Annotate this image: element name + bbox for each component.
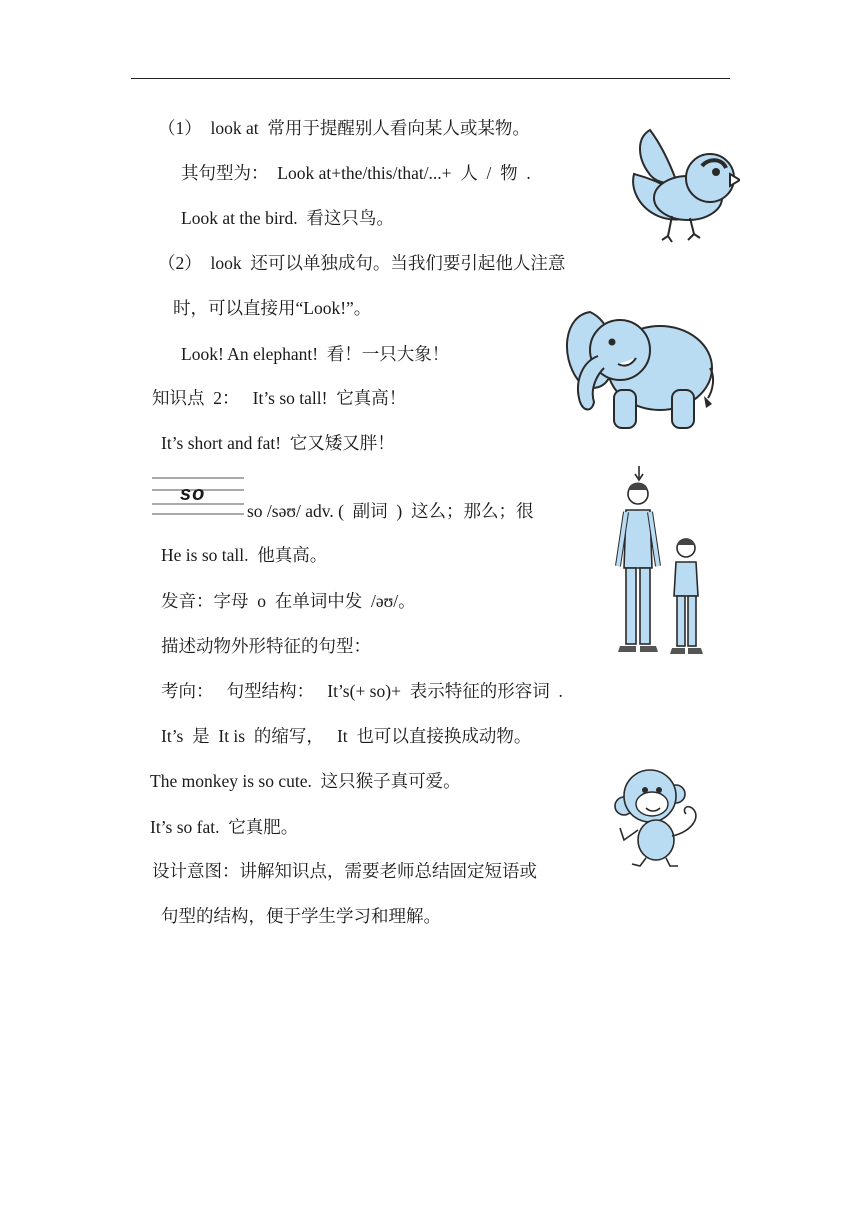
pattern-text: 其句型为： Look at+the/this/that/...+ 人 / 物 .: [181, 163, 531, 183]
example-fat: It’s so fat. 它真肥。: [150, 817, 299, 837]
example-bird: Look at the bird. 看这只鸟。: [181, 208, 394, 228]
elephant-illustration: [560, 302, 720, 438]
example-monkey: The monkey is so cute. 这只猴子真可爱。: [150, 771, 461, 791]
header-rule: [131, 78, 730, 79]
so-word: so: [180, 483, 206, 505]
point-2-continued: 时，可以直接用“Look!”。: [173, 298, 372, 318]
example-elephant: Look! An elephant! 看！一只大象！: [181, 344, 450, 364]
monkey-illustration: [612, 766, 704, 870]
point-1-text: （1） look at 常用于提醒别人看向某人或某物。: [158, 118, 530, 138]
pattern-heading: 描述动物外形特征的句型：: [161, 636, 371, 656]
tall-short-people-illustration: [606, 464, 710, 658]
design-intent: 设计意图：讲解知识点，需要老师总结固定短语或: [152, 861, 537, 881]
example-tall: He is so tall. 他真高。: [161, 545, 328, 565]
so-word-card: [152, 474, 246, 518]
pronunciation-note: 发音：字母 o 在单词中发 /əʊ/。: [161, 591, 416, 611]
abbreviation-note: It’s 是 It is 的缩写， It 也可以直接换成动物。: [161, 726, 532, 746]
bird-illustration: [628, 124, 740, 246]
example-short-fat: It’s short and fat! 它又矮又胖！: [161, 433, 395, 453]
pattern-structure: 考向： 句型结构： It’s(+ so)+ 表示特征的形容词 .: [161, 681, 563, 701]
design-intent-continued: 句型的结构，便于学生学习和理解。: [161, 906, 441, 926]
so-definition: so /səʊ/ adv. ( 副词 ) 这么；那么；很: [247, 501, 534, 521]
point-2-text: （2） look 还可以单独成句。当我们要引起他人注意: [158, 253, 566, 273]
knowledge-point-2: 知识点 2： It’s so tall! 它真高！: [152, 388, 407, 408]
